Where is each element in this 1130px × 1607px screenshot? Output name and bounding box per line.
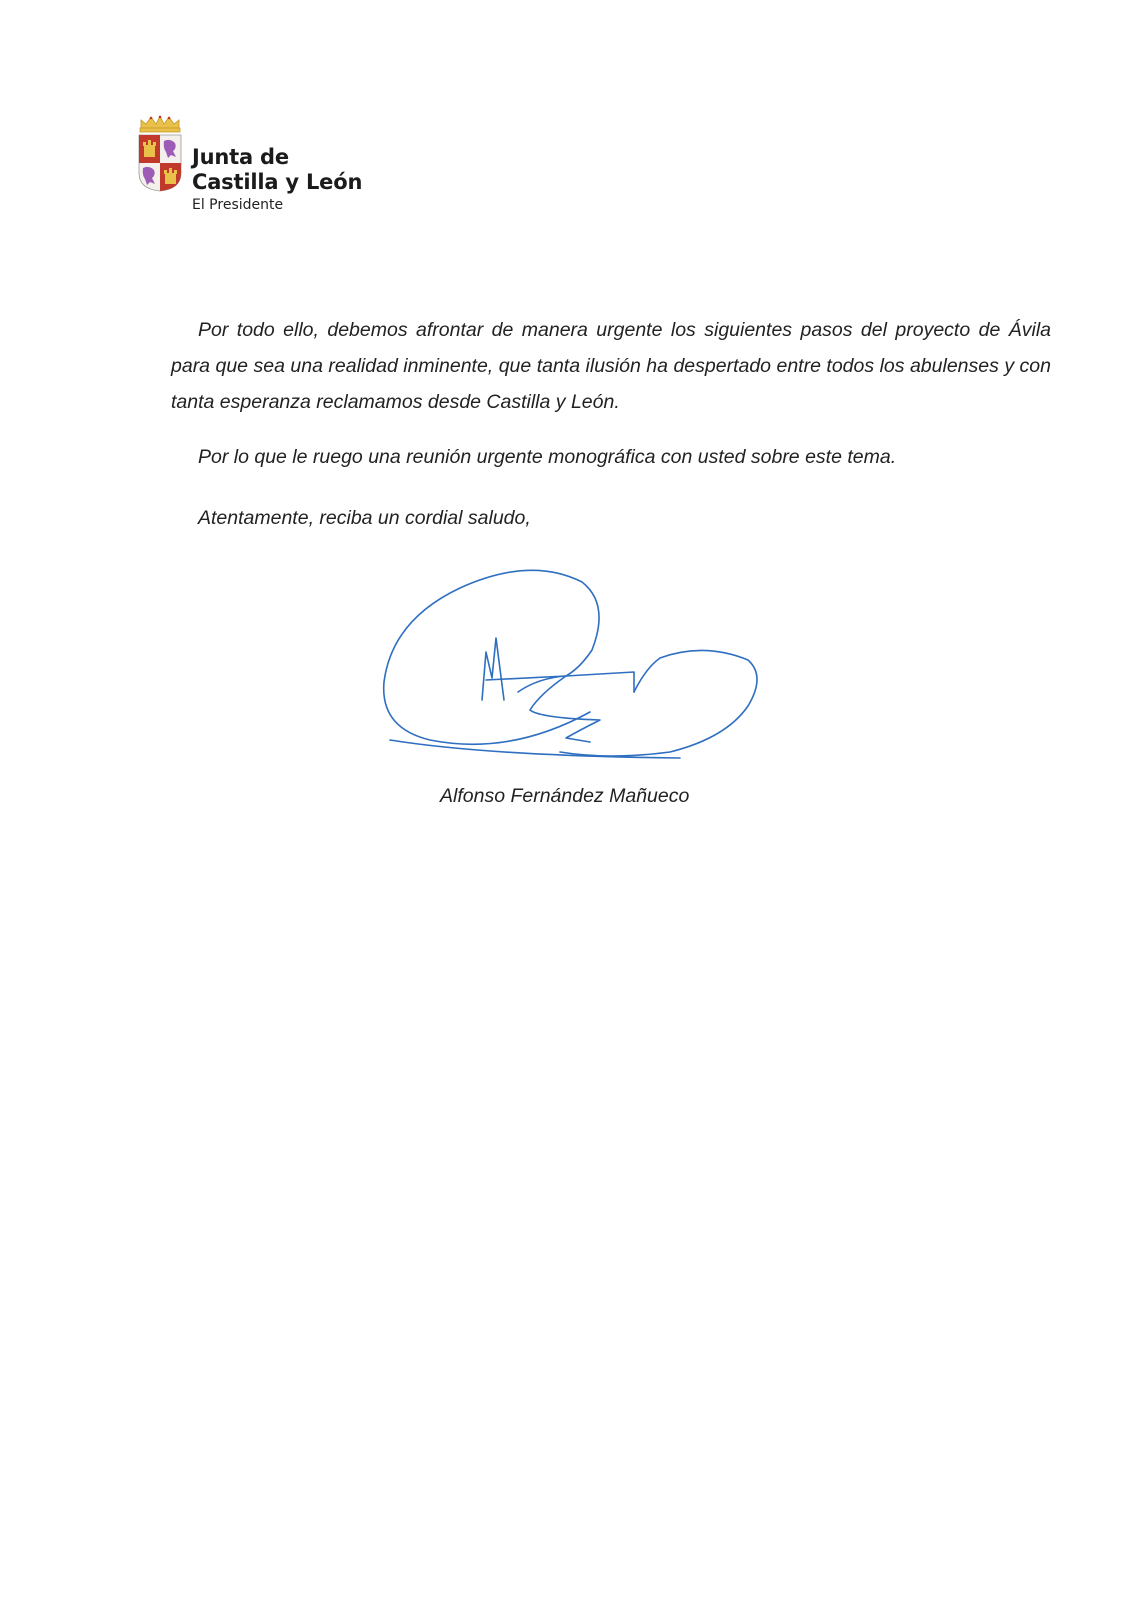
body-paragraph-1: Por todo ello, debemos afrontar de manera urgente los siguientes pasos del proyecto de Ávila para que sea una realidad inminente, que tanta ilusión ha despertado entre todos los abulenses y con tanta esperanza reclamamos desde Castilla y León. <box>171 319 1051 413</box>
handwritten-signature <box>370 560 780 775</box>
body-paragraph-2: Por lo que le ruego una reunión urgente monográfica con usted sobre este tema. <box>198 446 897 468</box>
coat-of-arms-logo <box>137 115 183 193</box>
organization-name-line1: Junta de <box>192 145 289 169</box>
signer-name: Alfonso Fernández Mañueco <box>440 785 690 807</box>
letterhead <box>137 115 437 220</box>
organization-name <box>192 145 362 195</box>
sender-role: El Presidente <box>192 197 284 213</box>
organization-name-line2: Castilla y León <box>192 170 363 194</box>
closing-salutation: Atentamente, reciba un cordial saludo, <box>198 507 531 529</box>
